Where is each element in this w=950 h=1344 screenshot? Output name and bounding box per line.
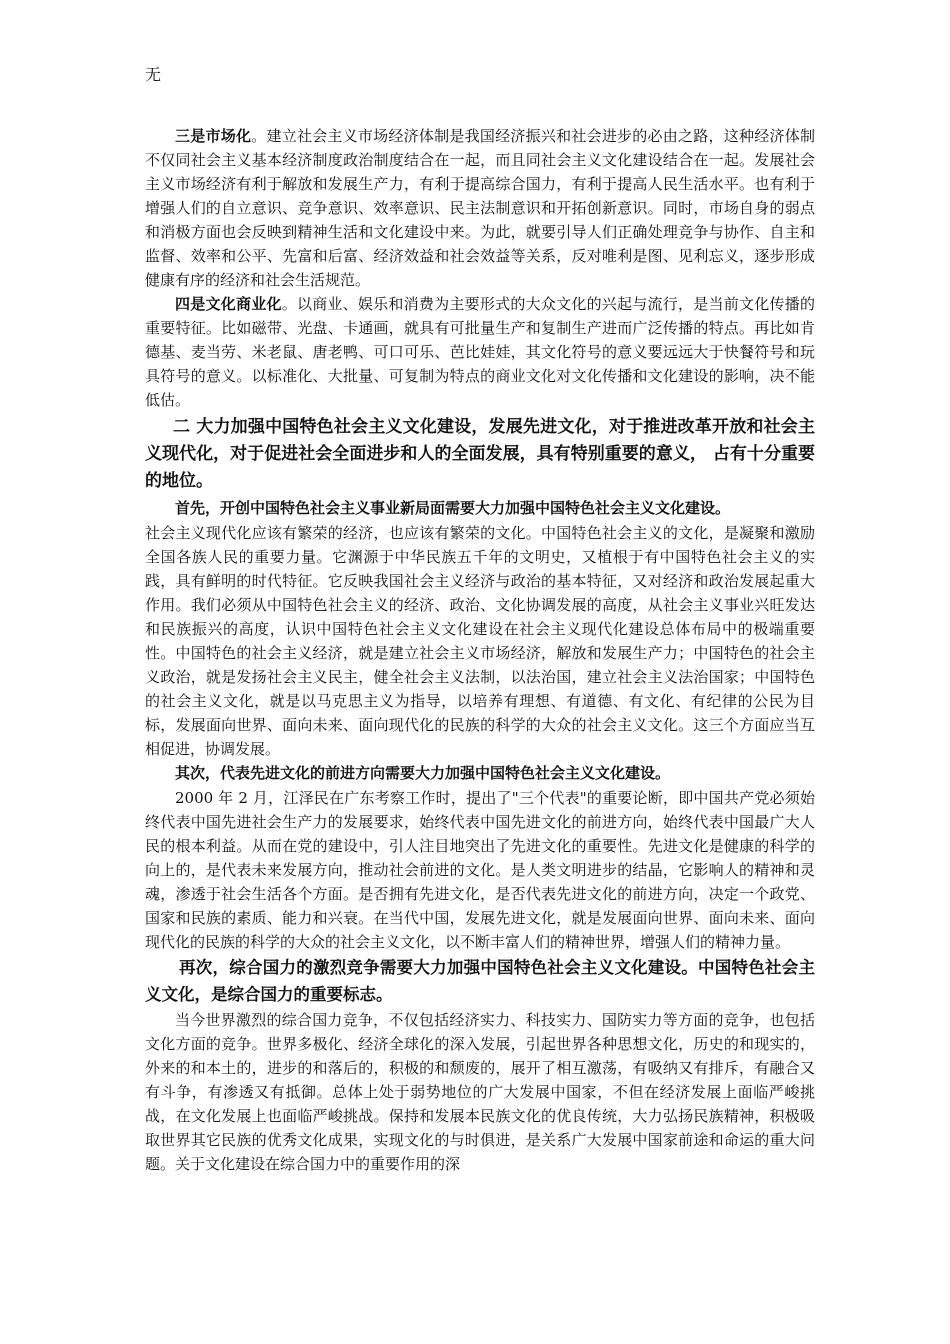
paragraph-lead: 三是市场化 <box>175 127 252 145</box>
paragraph-market <box>145 124 815 292</box>
section-heading: 二 大力加强中国特色社会主义文化建设，发展先进文化，对于推进改革开放和社会主义现代化，对于促进社会全面进步和人的全面发展，具有特别重要的意义， 占有十分重要的地位。 <box>145 417 815 491</box>
subheading-third: 再次，综合国力的激烈竞争需要大力加强中国特色社会主义文化建设。中国特色社会主义文化，是综合国力的重要标志。 <box>145 958 815 1004</box>
header-label: 无 <box>145 65 162 84</box>
document-body <box>145 124 815 1176</box>
subheading-first: 首先，开创中国特色社会主义事业新局面需要大力加强中国特色社会主义文化建设。 <box>175 499 731 517</box>
paragraph-commercialization <box>145 292 815 412</box>
paragraph-lead: 四是文化商业化 <box>175 295 282 313</box>
paragraph-three-represents: 2000 年 2 月，江泽民在广东考察工作时，提出了"三个代表"的重要论断，即中国共产党必须始终代表中国先进社会生产力的发展要求，始终代表中国先进文化的前进方向，始终代表中国最广大人民的根本利益。从而在党的建设中，引人注目地突出了先进文化的重要性。先进文化是健康的科学的向上的，是代表未来发展方向，推动社会前进的文化。是人类文明进步的结晶，它影响人的精神和灵魂，渗透于社会生活各个方面。是否拥有先进文化，是否代表先进文化的前进方向，决定一个政党、国家和民族的素质、能力和兴衰。在当代中国，发展先进文化，就是发展面向世界、面向未来、面向现代化的民族的科学的大众的社会主义文化，以不断丰富人们的精神世界，增强人们的精神力量。 <box>145 789 815 951</box>
paragraph-national-strength: 当今世界激烈的综合国力竞争，不仅包括经济实力、科技实力、国防实力等方面的竞争，也包括文化方面的竞争。世界多极化、经济全球化的深入发展，引起世界各种思想文化，历史的和现实的，外来的和本土的，进步的和落后的，积极的和颓废的，展开了相互激荡，有吸纳又有排斥，有融合又有斗争，有渗透又有抵御。总体上处于弱势地位的广大发展中国家，不但在经济发展上面临严峻挑战，在文化发展上也面临严峻挑战。保持和发展本民族文化的优良传统，大力弘扬民族精神，积极吸取世界其它民族的优秀文化成果，实现文化的与时俱进，是关系广大发展中国家前途和命运的重大问题。关于文化建设在综合国力中的重要作用的深 <box>145 1011 815 1173</box>
paragraph-modernization: 社会主义现代化应该有繁荣的经济，也应该有繁荣的文化。中国特色社会主义的文化，是凝聚和激励全国各族人民的重要力量。它渊源于中华民族五千年的文明史，又植根于有中国特色社会主义的实践，具有鲜明的时代特征。它反映我国社会主义经济与政治的基本特征，又对经济和政治发展起重大作用。我们必须从中国特色社会主义的经济、政治、文化协调发展的高度，从社会主义事业兴旺发达和民族振兴的高度，认识中国特色社会主义文化建设在社会主义现代化建设总体布局中的极端重要性。中国特色的社会主义经济，就是建立社会主义市场经济，解放和发展生产力；中国特色的社会主义政治，就是发扬社会主义民主，健全社会主义法制，以法治国，建立社会主义法治国家；中国特色的社会主义文化，就是以马克思主义为指导，以培养有理想、有道德、有文化、有纪律的公民为目标，发展面向世界、面向未来、面向现代化的民族的科学的大众的社会主义文化。这三个方面应当互相促进，协调发展。 <box>145 524 815 758</box>
paragraph-text: 。以商业、娱乐和消费为主要形式的大众文化的兴起与流行，是当前文化传播的重要特征。比如磁带、光盘、卡通画，就具有可批量生产和复制生产进而广泛传播的特点。再比如肯德基、麦当劳、米老鼠、唐老鸭、可口可乐、芭比娃娃，其文化符号的意义要远远大于快餐符号和玩具符号的意义。以标准化、大批量、可复制为特点的商业文化对文化传播和文化建设的影响，决不能低估。 <box>145 295 815 409</box>
paragraph-text: 。建立社会主义市场经济体制是我国经济振兴和社会进步的必由之路，这种经济体制不仅同社会主义基本经济制度政治制度结合在一起，而且同社会主义文化建设结合在一起。发展社会主义市场经济有利于解放和发展生产力，有利于提高综合国力，有利于提高人民生活水平。也有利于增强人们的自立意识、竞争意识、效率意识、民主法制意识和开拓创新意识。同时，市场自身的弱点和消极方面也会反映到精神生活和文化建设中来。为此，就要引导人们正确处理竞争与协作、自主和监督、效率和公平、先富和后富、经济效益和社会效益等关系，反对唯利是图、见利忘义，逐步形成健康有序的经济和社会生活规范。 <box>145 127 815 289</box>
subheading-second: 其次，代表先进文化的前进方向需要大力加强中国特色社会主义文化建设。 <box>175 764 671 782</box>
